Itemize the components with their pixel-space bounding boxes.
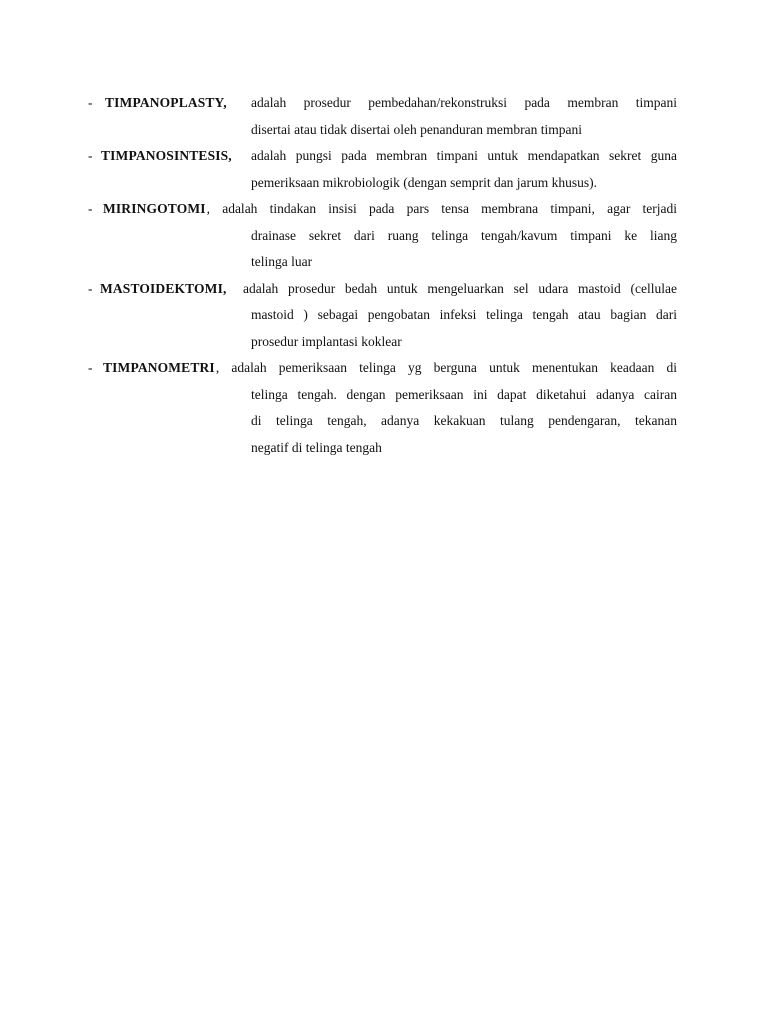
bullet-dash: - — [88, 360, 93, 375]
definition-text: , adalah pemeriksaan telinga yg berguna untuk menentukan keadaan di — [215, 360, 677, 375]
definition-continuation-line: negatif di telinga tengah — [251, 439, 382, 455]
definition-continuation-line: mastoid ) sebagai pengobatan infeksi telinga tengah atau bagian dari — [251, 307, 677, 322]
definition-entry-miringotomi — [88, 196, 677, 276]
term: TIMPANOPLASTY, — [105, 95, 227, 110]
term: MIRINGOTOMI — [103, 201, 206, 216]
definition-entry-timpanoplasty — [88, 90, 677, 143]
entry-first-line — [88, 90, 677, 117]
definition-continuation-line: prosedur implantasi koklear — [251, 333, 402, 349]
definition-continuation-line: drainase sekret dari ruang telinga tengah/kavum timpani ke liang — [251, 227, 677, 243]
entry-first-line — [88, 143, 677, 170]
definition-text: adalah prosedur bedah untuk mengeluarkan sel udara mastoid (cellulae — [243, 280, 677, 296]
definition-entry-timpanometri — [88, 355, 677, 461]
definition-text: adalah prosedur pembedahan/rekonstruksi pada membran timpani — [251, 95, 677, 110]
entry-first-line — [88, 355, 677, 382]
definition-entry-timpanosintesis — [88, 143, 677, 196]
definition-continuation-line: telinga tengah. dengan pemeriksaan ini dapat diketahui adanya cairan — [251, 386, 677, 402]
bullet-dash: - — [88, 148, 93, 163]
bullet-dash: - — [88, 201, 93, 216]
bullet-dash: - — [88, 280, 93, 296]
definition-text: , adalah tindakan insisi pada pars tensa membrana timpani, agar terjadi — [206, 201, 677, 216]
term: TIMPANOMETRI — [103, 360, 215, 375]
term: TIMPANOSINTESIS, — [101, 148, 232, 163]
definition-continuation-line: disertai atau tidak disertai oleh penanduran membran timpani — [251, 121, 583, 137]
definition-list — [88, 90, 677, 461]
entry-first-line — [88, 276, 677, 303]
definition-entry-mastoidektomi — [88, 276, 677, 356]
definition-continuation-line: telinga luar — [251, 254, 313, 269]
entry-first-line — [88, 196, 677, 223]
definition-continuation-line: pemeriksaan mikrobiologik (dengan semprit dan jarum khusus). — [251, 174, 598, 190]
definition-text: adalah pungsi pada membran timpani untuk mendapatkan sekret guna — [251, 148, 677, 163]
definition-continuation-line: di telinga tengah, adanya kekakuan tulang pendengaran, tekanan — [251, 413, 677, 428]
bullet-dash: - — [88, 95, 93, 110]
term: MASTOIDEKTOMI, — [100, 280, 227, 296]
